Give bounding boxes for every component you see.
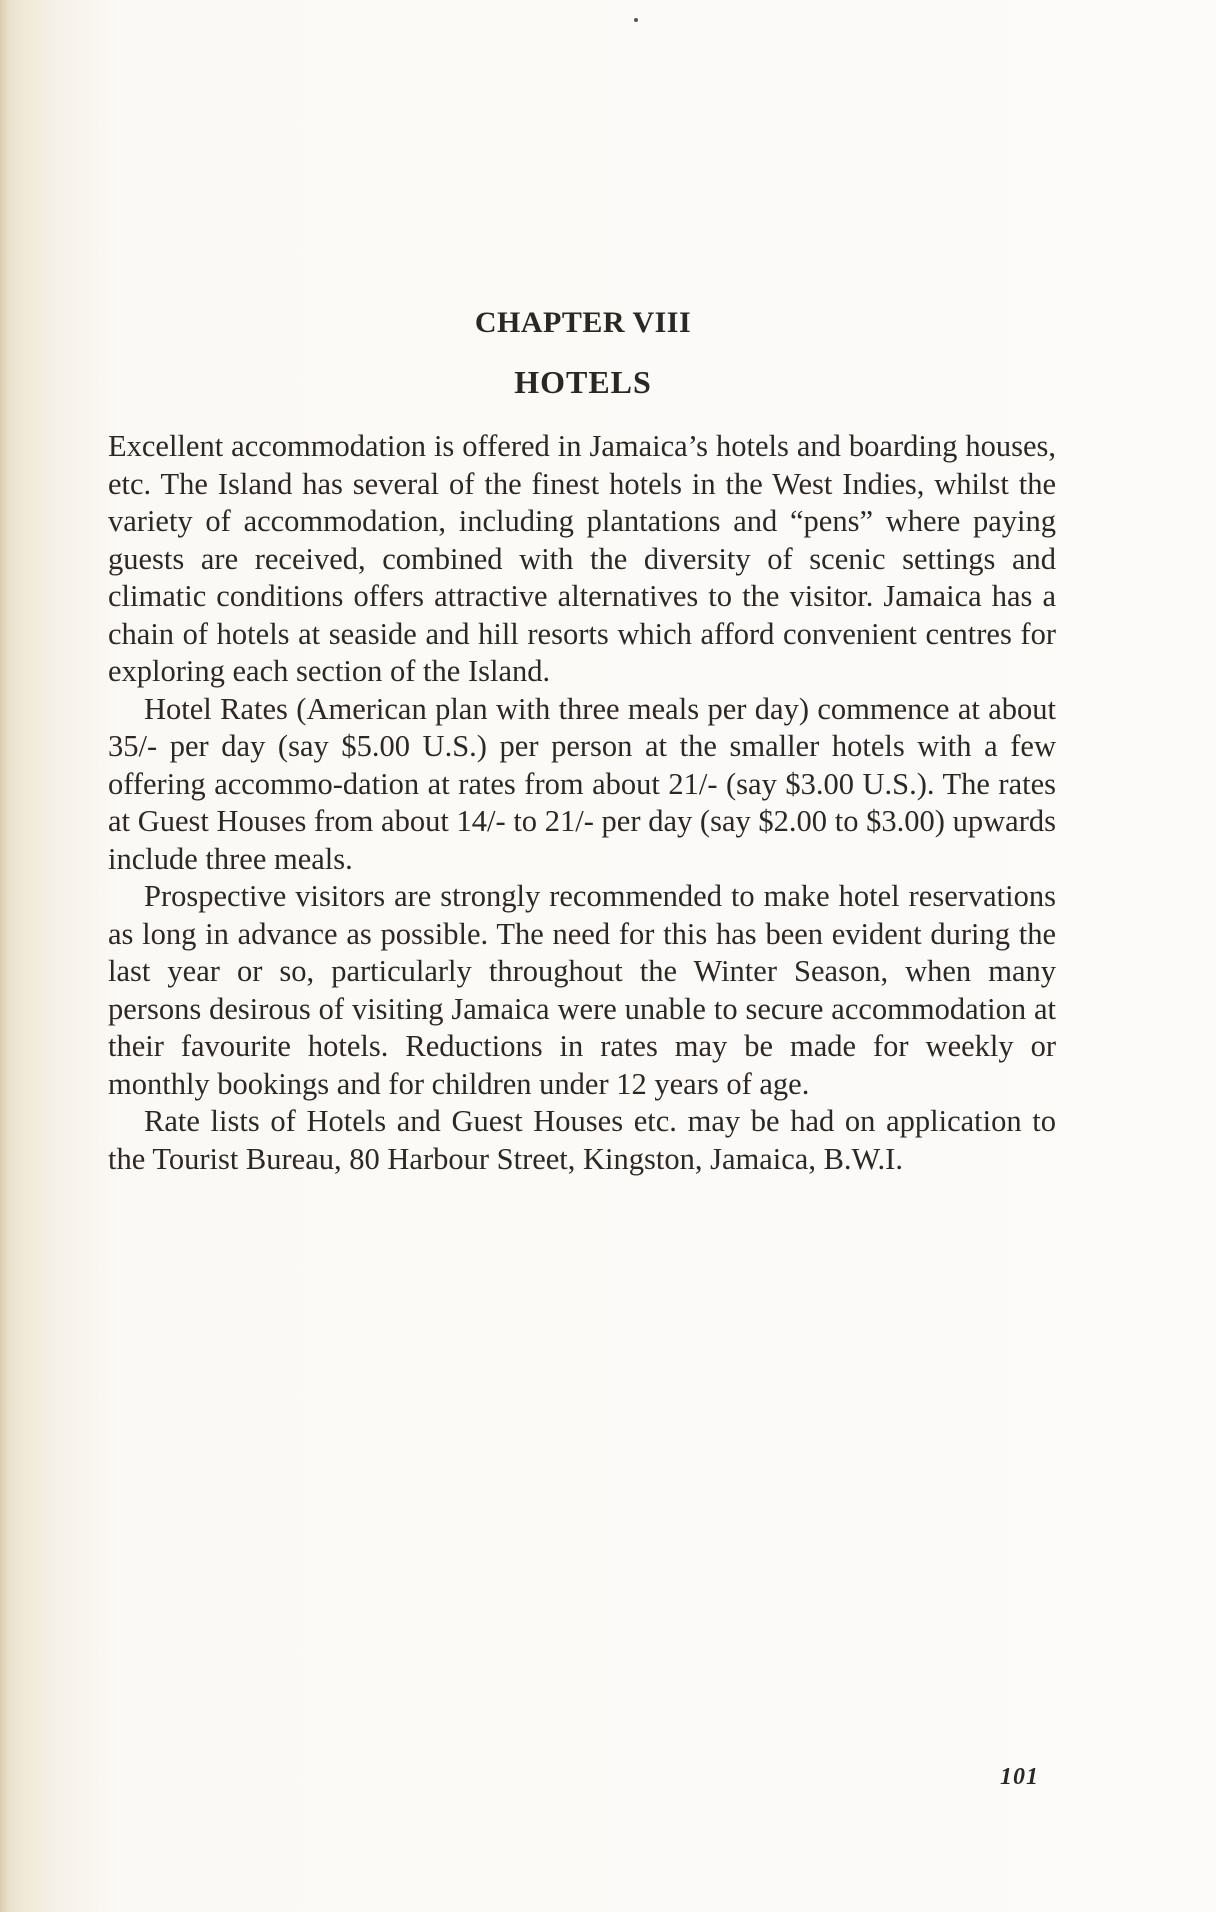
chapter-label: CHAPTER VIII	[474, 306, 692, 339]
paragraph-hotel-rates: Hotel Rates (American plan with three meals per day) commence at about 35/- per day (say $5.00 U.S.) per person at the smaller hotels with a few offering accommo-dation at rates from about 21/- (say $3.00 U.S.). The rates at Guest Houses from about 14/- to 21/- per day (say $2.00 to $3.00) upwards include three meals.	[108, 691, 1056, 876]
chapter-title: HOTELS	[514, 364, 652, 400]
print-speck	[634, 18, 638, 22]
paragraph-rate-lists: Rate lists of Hotels and Guest Houses etc. may be had on application to the Tourist Bureau, 80 Harbour Street, Kingston, Jamaica, B.W.I.	[108, 1104, 1056, 1176]
chapter-body	[108, 428, 1056, 1178]
page-edge-shadow	[0, 0, 8, 1912]
paragraph-reservations: Prospective visitors are strongly recommended to make hotel reservations as long in advance as possible. The need for this has been evident during the last year or so, particularly throughout the Winter Season, when many persons desirous of visiting Jamaica were unable to secure accommodation at their favourite hotels. Reductions in rates may be made for weekly or monthly bookings and for children under 12 years of age.	[108, 879, 1056, 1101]
paragraph-intro: Excellent accommodation is offered in Jamaica’s hotels and boarding houses, etc. The Island has several of the finest hotels in the West Indies, whilst the variety of accommodation, including plantations and “pens” where paying guests are received, combined with the diversity of scenic settings and climatic conditions offers attractive alternatives to the visitor. Jamaica has a chain of hotels at seaside and hill resorts which afford convenient centres for exploring each section of the Island.	[108, 429, 1056, 688]
page-number: 101	[1000, 1764, 1039, 1790]
